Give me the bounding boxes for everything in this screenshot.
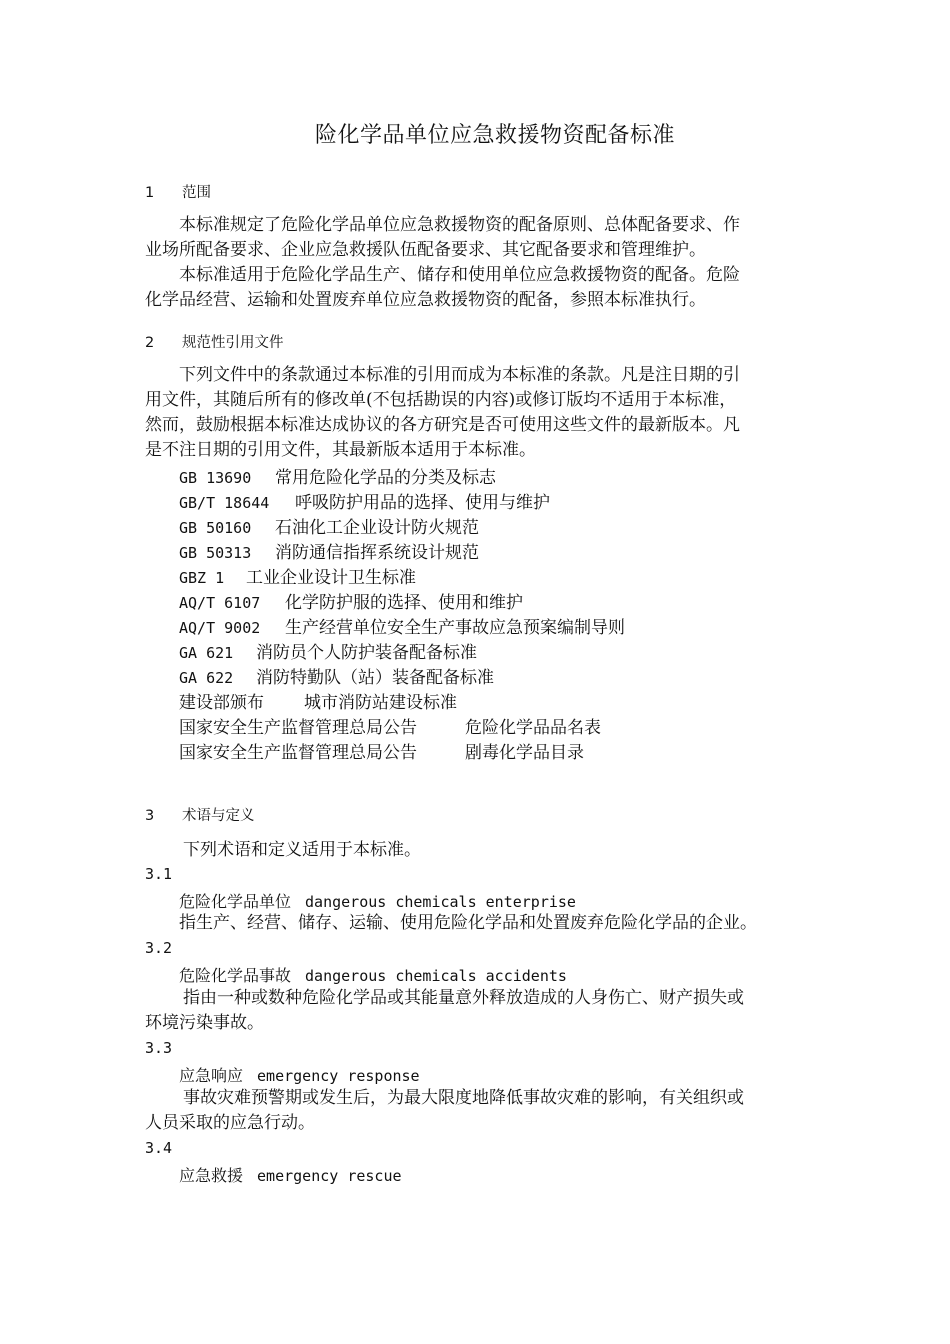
- reference-name: 呼吸防护用品的选择、使用与维护: [295, 493, 550, 513]
- reference-code: GA 622: [179, 669, 234, 687]
- paragraph-line: 下列文件中的条款通过本标准的引用而成为本标准的条款。凡是注日期的引: [179, 365, 740, 385]
- section-2-heading: [145, 331, 284, 352]
- reference-code: AQ/T 9002: [179, 619, 261, 637]
- reference-item: [179, 588, 523, 613]
- section-title: 术语与定义: [182, 808, 255, 824]
- reference-item: [179, 663, 494, 688]
- term-zh: 危险化学品单位: [179, 892, 292, 911]
- term-en: dangerous chemicals accidents: [305, 967, 567, 985]
- reference-code: 国家安全生产监督管理总局公告: [179, 718, 417, 738]
- paragraph-line: 本标准规定了危险化学品单位应急救援物资的配备原则、总体配备要求、作: [179, 215, 740, 235]
- reference-item: [179, 688, 457, 713]
- term-heading: [179, 889, 576, 912]
- term-heading: [179, 963, 567, 986]
- reference-name: 常用危险化学品的分类及标志: [275, 468, 496, 488]
- reference-item: [179, 463, 496, 488]
- reference-code: GB 50160: [179, 519, 252, 537]
- section-3-heading: [145, 804, 255, 825]
- section-number: 2: [145, 335, 155, 351]
- term-number: 3.4: [145, 1139, 173, 1157]
- paragraph-line: 用文件，其随后所有的修改单(不包括勘误的内容)或修订版均不适用于本标准，: [145, 390, 737, 410]
- reference-item: [179, 738, 584, 763]
- reference-code: 建设部颁布: [179, 693, 264, 713]
- term-zh: 应急响应: [179, 1066, 244, 1085]
- reference-item: [179, 563, 416, 588]
- term-number: 3.2: [145, 939, 173, 957]
- term-heading: [179, 1063, 420, 1086]
- section-number: 3: [145, 808, 155, 824]
- reference-name: 工业企业设计卫生标准: [246, 568, 416, 588]
- term-definition: 人员采取的应急行动。: [145, 1113, 315, 1133]
- term-number: 3.1: [145, 865, 173, 883]
- reference-code: GA 621: [179, 644, 234, 662]
- term-zh: 危险化学品事故: [179, 966, 292, 985]
- paragraph-line: 本标准适用于危险化学品生产、储存和使用单位应急救援物资的配备。危险: [179, 265, 740, 285]
- reference-name: 石油化工企业设计防火规范: [275, 518, 479, 538]
- term-definition: 指由一种或数种危险化学品或其能量意外释放造成的人身伤亡、财产损失或: [183, 988, 744, 1008]
- reference-name: 消防特勤队（站）装备配备标准: [256, 668, 494, 688]
- term-en: emergency rescue: [257, 1167, 402, 1185]
- term-zh: 应急救援: [179, 1166, 244, 1185]
- reference-name: 危险化学品品名表: [465, 718, 601, 738]
- reference-item: [179, 713, 601, 738]
- paragraph-line: 然而，鼓励根据本标准达成协议的各方研究是否可使用这些文件的最新版本。凡: [145, 415, 740, 435]
- term-en: dangerous chemicals enterprise: [305, 893, 576, 911]
- term-heading: [179, 1163, 402, 1186]
- reference-name: 消防通信指挥系统设计规范: [275, 543, 479, 563]
- term-definition: 事故灾难预警期或发生后，为最大限度地降低事故灾难的影响，有关组织或: [183, 1088, 744, 1108]
- document-title: 险化学品单位应急救援物资配备标准: [314, 123, 675, 148]
- reference-name: 化学防护服的选择、使用和维护: [285, 593, 523, 613]
- section-title: 范围: [182, 185, 211, 201]
- reference-name: 生产经营单位安全生产事故应急预案编制导则: [285, 618, 625, 638]
- reference-name: 剧毒化学品目录: [465, 743, 584, 763]
- section-number: 1: [145, 185, 155, 201]
- term-definition: 环境污染事故。: [145, 1013, 264, 1033]
- paragraph-line: 下列术语和定义适用于本标准。: [183, 840, 421, 860]
- reference-item: [179, 638, 477, 663]
- section-title: 规范性引用文件: [182, 335, 284, 351]
- term-definition: 指生产、经营、储存、运输、使用危险化学品和处置废弃危险化学品的企业。: [179, 913, 757, 933]
- reference-code: GB 13690: [179, 469, 252, 487]
- section-1-heading: [145, 181, 211, 202]
- term-number: 3.3: [145, 1039, 173, 1057]
- paragraph-line: 业场所配备要求、企业应急救援队伍配备要求、其它配备要求和管理维护。: [145, 240, 706, 260]
- reference-item: [179, 488, 550, 513]
- reference-code: 国家安全生产监督管理总局公告: [179, 743, 417, 763]
- reference-item: [179, 613, 625, 638]
- reference-code: GB/T 18644: [179, 494, 270, 512]
- reference-code: GB 50313: [179, 544, 252, 562]
- reference-name: 消防员个人防护装备配备标准: [256, 643, 477, 663]
- reference-item: [179, 538, 479, 563]
- paragraph-line: 化学品经营、运输和处置废弃单位应急救援物资的配备，参照本标准执行。: [145, 290, 706, 310]
- reference-item: [179, 513, 479, 538]
- paragraph-line: 是不注日期的引用文件，其最新版本适用于本标准。: [145, 440, 536, 460]
- reference-name: 城市消防站建设标准: [304, 693, 457, 713]
- reference-code: AQ/T 6107: [179, 594, 261, 612]
- term-en: emergency response: [257, 1067, 420, 1085]
- reference-code: GBZ 1: [179, 569, 225, 587]
